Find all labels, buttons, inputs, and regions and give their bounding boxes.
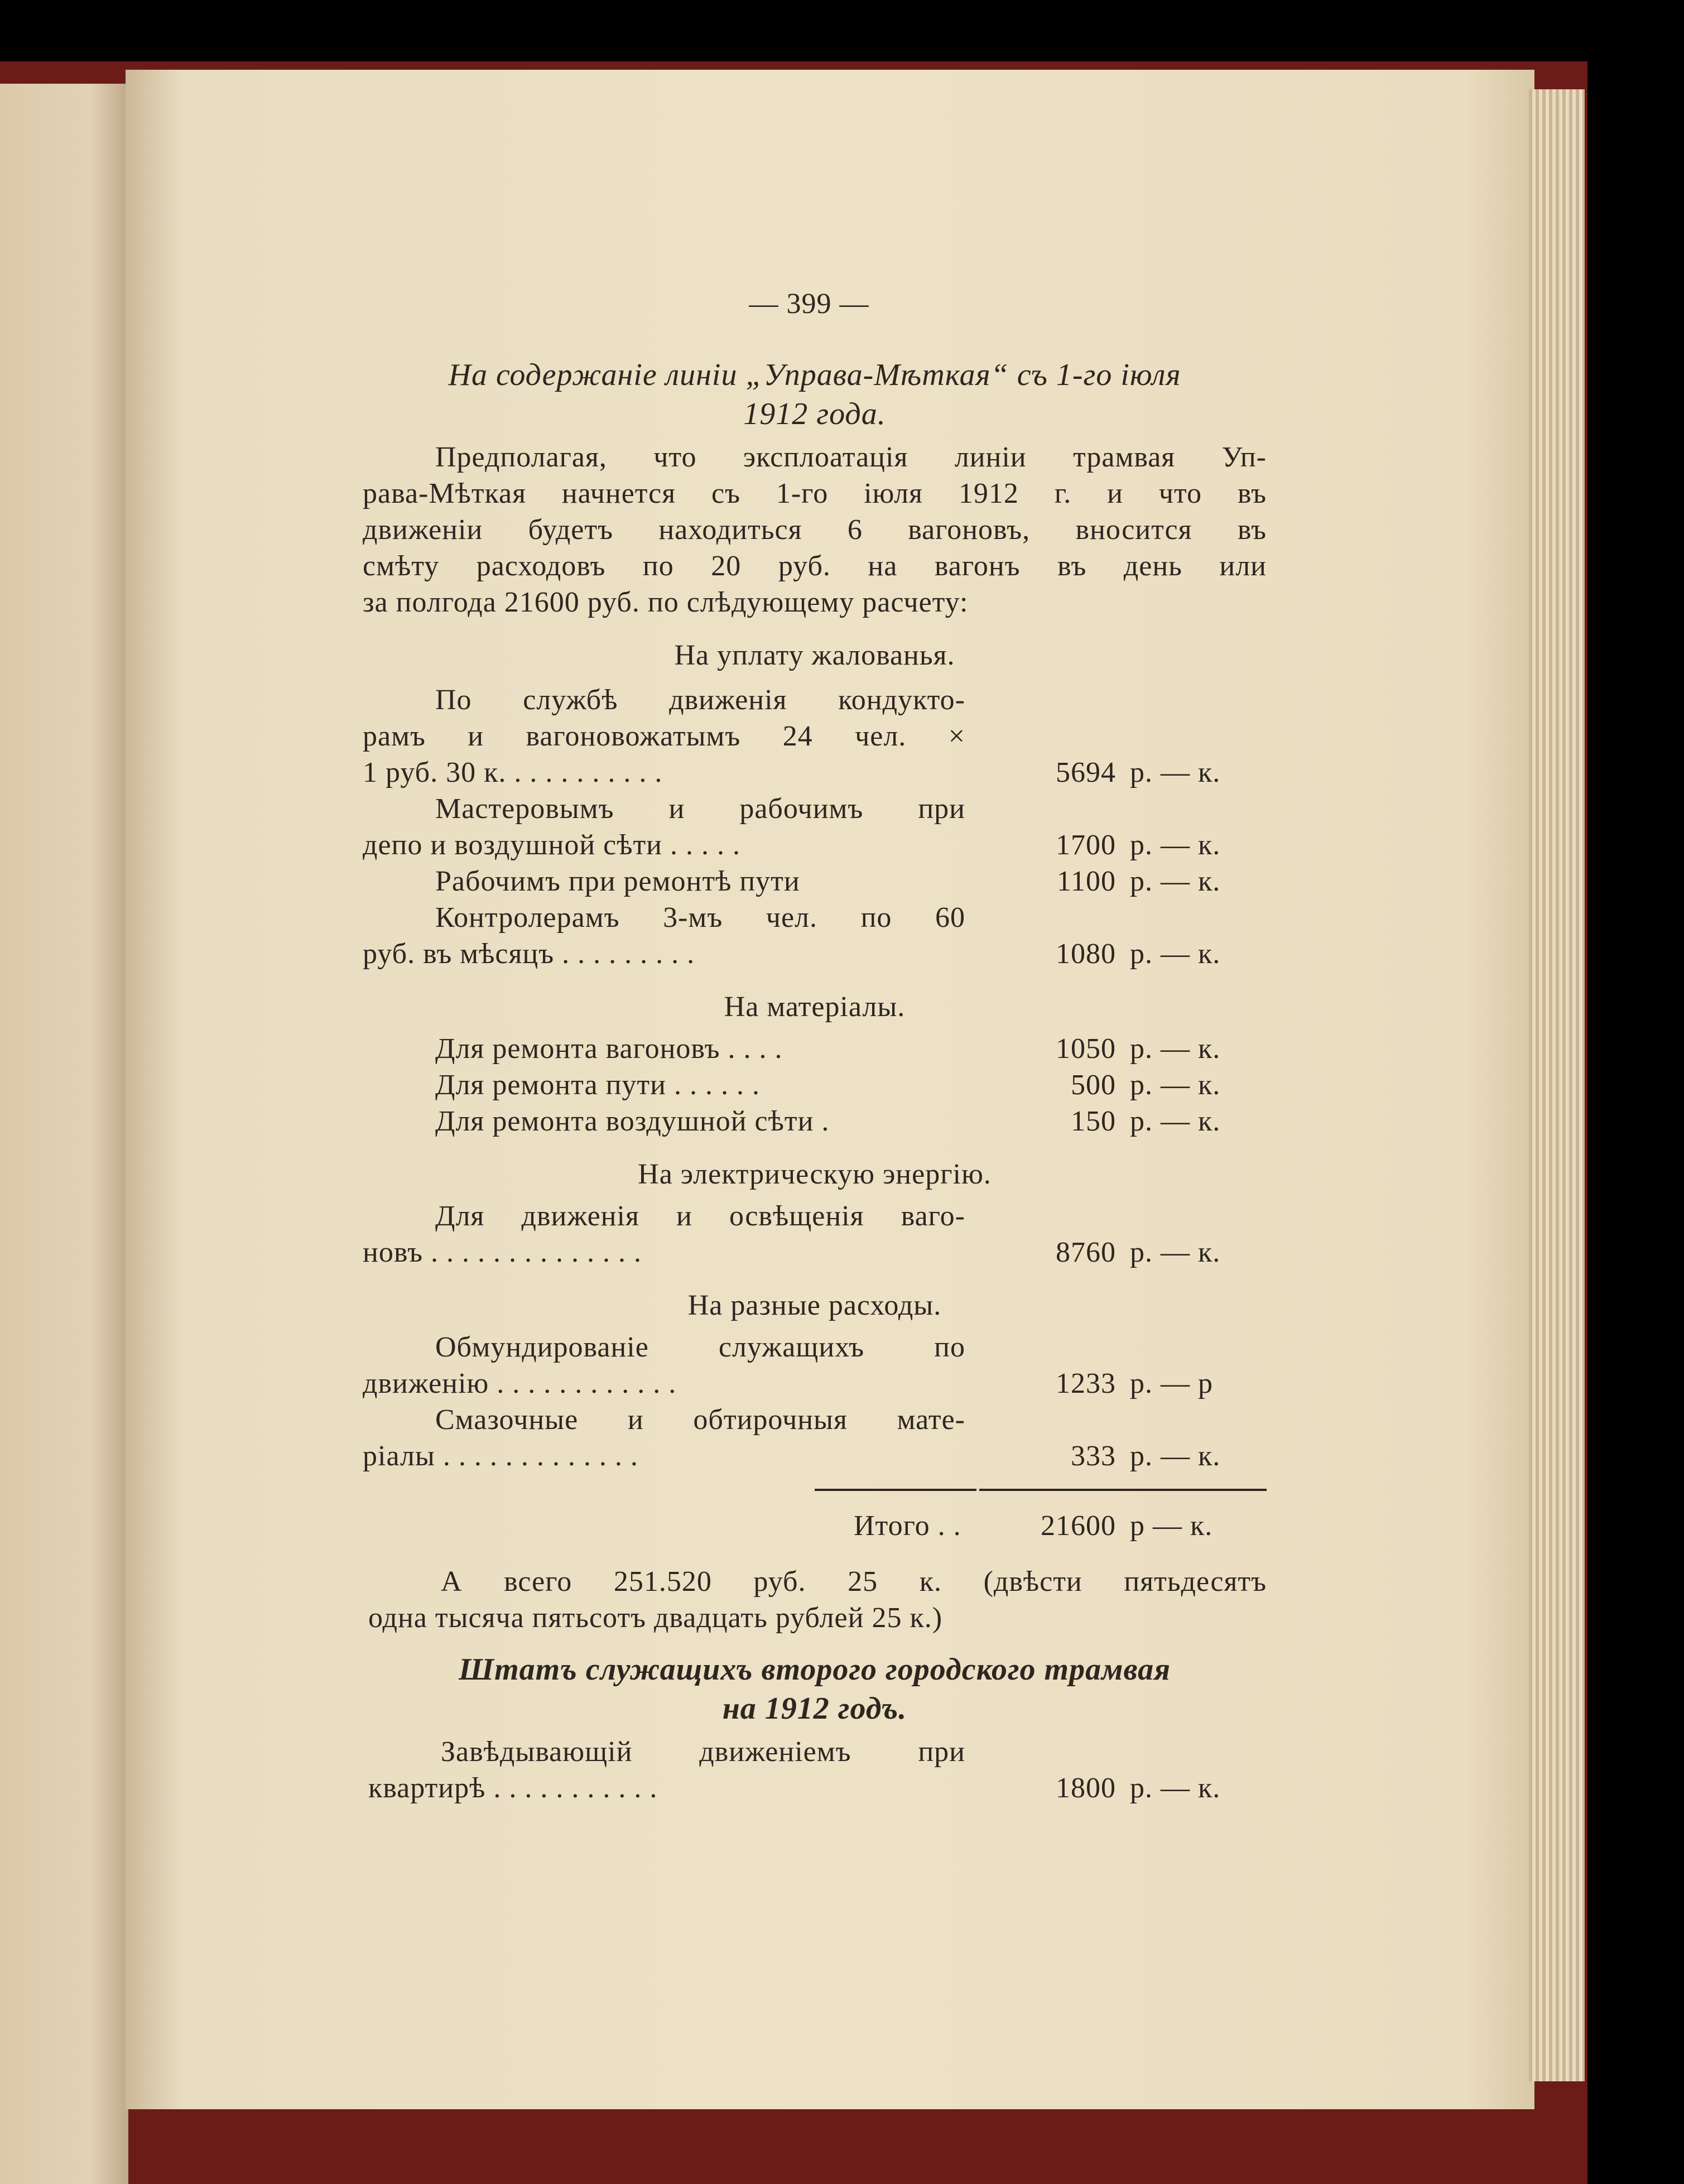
total-currency: р — к. bbox=[1130, 1510, 1213, 1542]
section-heading-line2: 1912 года. bbox=[743, 397, 886, 431]
intro-line: за полгода 21600 руб. по слѣдующему расчету: bbox=[363, 586, 969, 618]
item-amount: 1700 bbox=[1056, 829, 1116, 861]
item-amount: 150 bbox=[1071, 1105, 1116, 1137]
section-title-materials: На матеріалы. bbox=[724, 991, 906, 1023]
item-currency: р. — р bbox=[1130, 1368, 1213, 1399]
item-text: Контролерамъ 3-мъ чел. по 60 bbox=[435, 902, 965, 934]
staff-item-text: Завѣдывающій движеніемъ при bbox=[441, 1736, 965, 1768]
item-text: Для ремонта пути . . . . . . bbox=[435, 1069, 760, 1101]
staff-item-currency: р. — к. bbox=[1130, 1772, 1221, 1804]
item-amount: 1100 bbox=[1056, 865, 1116, 897]
intro-line: смѣту расходовъ по 20 руб. на вагонъ въ день или bbox=[363, 550, 1267, 582]
total-label: Итого . . bbox=[854, 1510, 961, 1542]
item-amount: 1233 bbox=[1056, 1368, 1116, 1399]
item-amount: 1080 bbox=[1056, 938, 1116, 970]
item-currency: р. — к. bbox=[1130, 1440, 1221, 1472]
item-text: новъ . . . . . . . . . . . . . . bbox=[363, 1237, 642, 1268]
item-amount: 8760 bbox=[1056, 1237, 1116, 1268]
item-text: Для ремонта воздушной сѣти . bbox=[435, 1105, 830, 1137]
item-amount: 333 bbox=[1071, 1440, 1116, 1472]
total-rule-right bbox=[979, 1489, 1267, 1491]
item-text: рамъ и вагоновожатымъ 24 чел. × bbox=[363, 720, 965, 752]
item-text: 1 руб. 30 к. . . . . . . . . . . bbox=[363, 757, 663, 788]
item-text: Для ремонта вагоновъ . . . . bbox=[435, 1033, 783, 1065]
item-text: Для движенія и освѣщенія ваго- bbox=[435, 1200, 965, 1232]
section-title-salary: На уплату жалованья. bbox=[674, 639, 955, 671]
grand-total-line: одна тысяча пятьсотъ двадцать рублей 25 к.) bbox=[368, 1602, 943, 1634]
item-currency: р. — к. bbox=[1130, 1105, 1221, 1137]
staff-heading-line1: Штатъ служащихъ второго городского трамвая bbox=[459, 1652, 1171, 1687]
total-amount: 21600 bbox=[1041, 1510, 1116, 1542]
page-number: — 399 — bbox=[749, 288, 869, 320]
intro-line: рава-Мѣткая начнется съ 1-го іюля 1912 г. и что въ bbox=[363, 478, 1267, 509]
staff-item-amount: 1800 bbox=[1056, 1772, 1116, 1804]
item-currency: р. — к. bbox=[1130, 865, 1221, 897]
item-currency: р. — к. bbox=[1130, 1237, 1221, 1268]
grand-total-line: А всего 251.520 руб. 25 к. (двѣсти пятьдесятъ bbox=[441, 1566, 1267, 1598]
item-currency: р. — к. bbox=[1130, 1033, 1221, 1065]
item-currency: р. — к. bbox=[1130, 1069, 1221, 1101]
item-currency: р. — к. bbox=[1130, 938, 1221, 970]
item-currency: р. — к. bbox=[1130, 829, 1221, 861]
section-heading-line1: На содержаніе линіи „Управа-Мѣткая“ съ 1-го іюля bbox=[448, 358, 1181, 392]
total-rule-left bbox=[815, 1489, 976, 1491]
page-edges bbox=[1529, 89, 1585, 2081]
item-text: Обмундированіе служащихъ по bbox=[435, 1331, 965, 1363]
item-text: По службѣ движенія кондукто- bbox=[435, 684, 965, 716]
section-title-energy: На электрическую энергію. bbox=[638, 1158, 992, 1190]
item-amount: 1050 bbox=[1056, 1033, 1116, 1065]
section-title-misc: На разные расходы. bbox=[687, 1290, 942, 1321]
left-page bbox=[0, 84, 128, 2184]
item-amount: 500 bbox=[1071, 1069, 1116, 1101]
staff-item-text: квартирѣ . . . . . . . . . . . bbox=[368, 1772, 658, 1804]
intro-line: Предполагая, что эксплоатація линіи трамвая Уп- bbox=[435, 441, 1267, 473]
item-text: Рабочимъ при ремонтѣ пути bbox=[435, 865, 800, 897]
item-text: движенію . . . . . . . . . . . . bbox=[363, 1368, 677, 1399]
item-text: руб. въ мѣсяцъ . . . . . . . . . bbox=[363, 938, 695, 970]
item-amount: 5694 bbox=[1056, 757, 1116, 788]
item-text: ріалы . . . . . . . . . . . . . bbox=[363, 1440, 638, 1472]
item-currency: р. — к. bbox=[1130, 757, 1221, 788]
staff-heading-line2: на 1912 годъ. bbox=[722, 1691, 907, 1726]
item-text: Смазочные и обтирочныя мате- bbox=[435, 1404, 965, 1436]
item-text: Мастеровымъ и рабочимъ при bbox=[435, 793, 965, 825]
intro-line: движеніи будетъ находиться 6 вагоновъ, вносится въ bbox=[363, 514, 1267, 546]
item-text: депо и воздушной сѣти . . . . . bbox=[363, 829, 741, 861]
